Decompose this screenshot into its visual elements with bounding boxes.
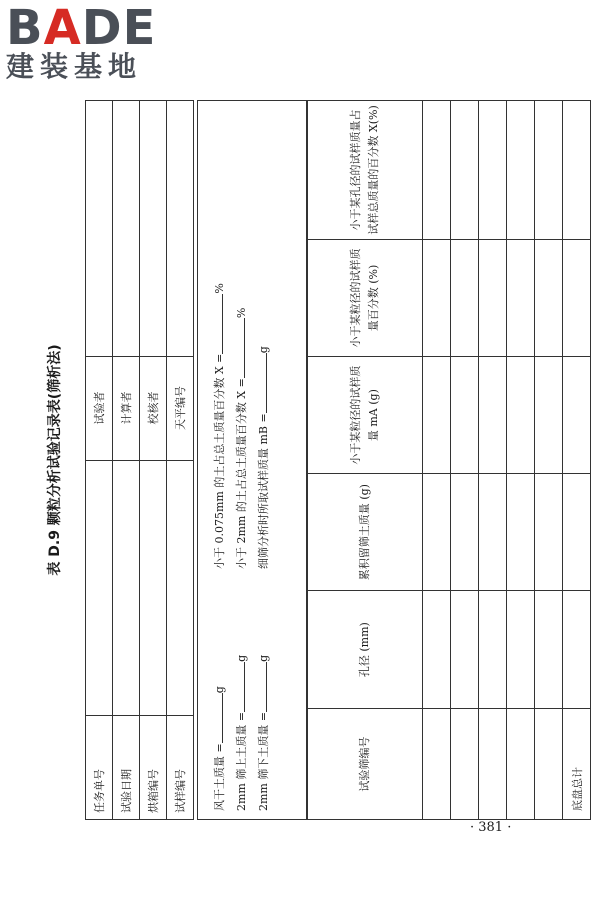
unit-label: %: [213, 283, 226, 294]
brand-logo: [6, 0, 176, 83]
unit-label: %: [235, 307, 248, 319]
column-header: 小于某粒径的试样质量 mA (g): [308, 357, 423, 474]
table-cell[interactable]: [507, 591, 535, 709]
table-cell[interactable]: [423, 357, 451, 474]
logo-chinese-text: 建装基地: [6, 50, 143, 83]
info-value[interactable]: [113, 460, 140, 715]
table-cell[interactable]: [479, 101, 507, 240]
table-cell[interactable]: [451, 101, 479, 240]
table-cell: 底盘总计: [563, 709, 591, 820]
rotated-form: [35, 100, 584, 820]
table-cell[interactable]: [423, 591, 451, 709]
table-cell[interactable]: [451, 591, 479, 709]
measure-label: 细筛分析时所取试样质量 mB =: [257, 413, 270, 569]
fill-in-blank[interactable]: [230, 318, 245, 378]
table-cell[interactable]: [563, 101, 591, 240]
info-row: [113, 101, 140, 820]
fill-in-blank[interactable]: [252, 353, 267, 413]
table-cell[interactable]: [479, 239, 507, 356]
info-value[interactable]: [86, 460, 113, 715]
fill-in-blank[interactable]: [208, 693, 223, 743]
table-cell[interactable]: [479, 474, 507, 591]
mass-summary: [197, 100, 307, 820]
table-cell[interactable]: [535, 474, 563, 591]
table-cell[interactable]: [507, 474, 535, 591]
table-cell[interactable]: [507, 101, 535, 240]
info-value[interactable]: [140, 460, 167, 715]
info-table: [85, 100, 194, 820]
table-cell[interactable]: [479, 709, 507, 820]
right-percent-lines: [208, 283, 274, 569]
measure-label: 小于 0.075mm 的土占总土质量百分数 X =: [213, 353, 226, 569]
column-header: 小于某孔径的试样质量占试样总质量的百分数 X(%): [308, 101, 423, 240]
table-row: [423, 101, 451, 820]
table-row: [451, 101, 479, 820]
table-row: [507, 101, 535, 820]
table-cell[interactable]: [451, 239, 479, 356]
column-header: 累积留筛土质量 (g): [308, 474, 423, 591]
table-cell[interactable]: [507, 357, 535, 474]
column-header: 小于某粒径的试样质量百分数 (%): [308, 239, 423, 356]
fill-in-blank[interactable]: [208, 294, 223, 354]
info-label: 烘箱编号: [140, 716, 167, 820]
info-label: 任务单号: [86, 716, 113, 820]
unit-label: g: [213, 686, 226, 694]
info-label: 计算者: [113, 356, 140, 460]
table-cell[interactable]: [563, 474, 591, 591]
table-cell[interactable]: [451, 357, 479, 474]
measure-line: [208, 283, 230, 569]
table-row: [563, 101, 591, 820]
info-label: 天平编号: [167, 356, 194, 460]
info-value[interactable]: [167, 101, 194, 357]
info-label: 试验日期: [113, 716, 140, 820]
measure-line: [252, 655, 274, 811]
table-cell[interactable]: [423, 709, 451, 820]
table-cell[interactable]: [479, 591, 507, 709]
unit-label: g: [257, 654, 270, 662]
measure-label: 2mm 筛下土质量 =: [257, 711, 270, 811]
table-cell[interactable]: [535, 709, 563, 820]
table-cell[interactable]: [535, 239, 563, 356]
info-row: [140, 101, 167, 820]
table-title: 表 D.9 颗粒分析试验记录表(筛析法): [47, 344, 63, 576]
logo-wordmark: BADE: [6, 0, 157, 56]
measure-line: [230, 283, 252, 569]
table-cell[interactable]: [507, 709, 535, 820]
table-cell[interactable]: [423, 239, 451, 356]
measure-label: 2mm 筛上土质量 =: [235, 711, 248, 811]
table-cell[interactable]: [563, 357, 591, 474]
info-label: 试验者: [86, 356, 113, 460]
measure-line: [230, 655, 252, 811]
column-header: 孔径 (mm): [308, 591, 423, 709]
table-cell[interactable]: [451, 709, 479, 820]
info-value[interactable]: [113, 101, 140, 357]
table-cell[interactable]: [563, 591, 591, 709]
table-cell[interactable]: [535, 591, 563, 709]
info-row: [86, 101, 113, 820]
sieve-table: [307, 100, 591, 820]
unit-label: g: [257, 346, 270, 354]
table-cell[interactable]: [535, 101, 563, 240]
measure-label: 风干土质量 =: [213, 743, 226, 811]
table-cell[interactable]: [479, 357, 507, 474]
measure-line: [252, 283, 274, 569]
table-cell[interactable]: [507, 239, 535, 356]
info-row: [167, 101, 194, 820]
table-cell[interactable]: [451, 474, 479, 591]
info-label: 校核者: [140, 356, 167, 460]
unit-label: g: [235, 654, 248, 662]
info-value[interactable]: [86, 101, 113, 357]
measure-line: [208, 655, 230, 811]
fill-in-blank[interactable]: [230, 662, 245, 712]
table-row: [535, 101, 563, 820]
logo-accent-letter: A: [43, 0, 82, 56]
info-value[interactable]: [140, 101, 167, 357]
left-mass-lines: [208, 655, 274, 811]
table-row: [479, 101, 507, 820]
fill-in-blank[interactable]: [252, 662, 267, 712]
table-cell[interactable]: [423, 474, 451, 591]
page-number: · 381 ·: [470, 820, 512, 835]
table-cell[interactable]: [563, 239, 591, 356]
info-label: 试样编号: [167, 716, 194, 820]
info-value[interactable]: [167, 460, 194, 715]
table-cell[interactable]: [423, 101, 451, 240]
column-header: 试验筛编号: [308, 709, 423, 820]
measure-label: 小于 2mm 的土占总土质量百分数 X =: [235, 378, 248, 569]
table-cell[interactable]: [535, 357, 563, 474]
